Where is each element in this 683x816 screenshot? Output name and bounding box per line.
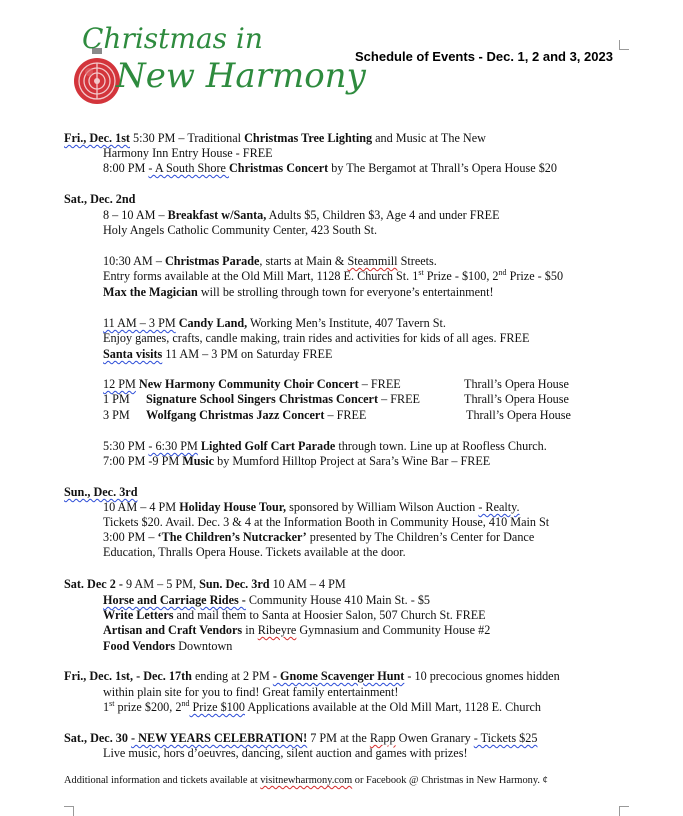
write-letters-text: and mail them to Santa at Hoosier Salon, 507 Church St. FREE [173, 608, 486, 622]
gnome-text: ending at 2 PM [191, 669, 273, 683]
candy-land-title: Candy Land, [175, 316, 248, 330]
concert-price: – FREE [358, 377, 401, 391]
concert-row-3 [103, 408, 130, 422]
breakfast-time: 8 – 10 AM – [103, 208, 168, 222]
fri-time: 5:30 PM – Traditional [130, 131, 245, 145]
food-vendors-title: Food Vendors [103, 639, 176, 653]
concert-price: – FREE [378, 392, 420, 406]
fri-concert-time: 8:00 PM [103, 161, 149, 175]
footer-text: Additional information and tickets available at [64, 775, 261, 786]
concert-price: – FREE [324, 408, 367, 422]
golf-cart-line [103, 439, 547, 453]
parade-text: Streets. [397, 254, 437, 268]
vendors-text: Gymnasium and Community House #2 [296, 623, 491, 637]
write-letters-line [103, 608, 486, 622]
carriage-rides-title: Horse and Carriage Rides - [103, 593, 246, 607]
concert-row-2 [103, 392, 130, 406]
vendors-text: Ribeyre [257, 623, 297, 637]
weekend-date: Sun. Dec. 3rd [199, 577, 270, 591]
logo-line-1: Christmas in [82, 22, 263, 55]
carriage-rides-text: Community House 410 Main St. - $5 [245, 593, 431, 607]
weekend-time: 9 AM – 5 PM, [122, 577, 200, 591]
nye-line-1 [64, 731, 537, 745]
sun-date: Sun., Dec. 3rd [64, 485, 138, 499]
crop-mark [619, 806, 629, 816]
nye-text: 7 PM at the [307, 731, 370, 745]
crop-mark [619, 40, 629, 50]
gnome-line-3 [103, 700, 541, 714]
candy-land-text: Working Men’s Institute, 407 Tavern St. [247, 316, 446, 330]
christmas-in-new-harmony-logo [72, 22, 366, 112]
gnome-date: Fri., Dec. 1st, - Dec. 17th [64, 669, 192, 683]
logo-line-2: New Harmony [116, 56, 366, 96]
parade-text: , starts at Main & [259, 254, 348, 268]
golf-cart-text: through town. Line up at Roofless Church. [335, 439, 547, 453]
crop-mark [64, 806, 74, 816]
music-text: by Mumford Hilltop Project at Sara’s Wine Bar – FREE [214, 454, 491, 468]
candy-land-line-1 [103, 316, 446, 330]
weekend-time: 10 AM – 4 PM [269, 577, 346, 591]
house-tour-line-1 [103, 500, 520, 514]
gnome-text: Prize $100 [189, 700, 245, 714]
ordinal-suffix: nd [181, 698, 190, 708]
nutcracker-title: ‘The Children’s Nutcracker’ [157, 530, 307, 544]
concert-venue: Thrall’s Opera House [464, 392, 569, 406]
music-line [103, 454, 490, 468]
concert-row-1 [103, 377, 401, 391]
house-tour-time: 10 AM – 4 PM [103, 500, 180, 514]
vendors-title: Artisan and Craft Vendors [103, 623, 243, 637]
house-tour-text: - Realty. [478, 500, 520, 514]
candy-land-time: 11 AM – 3 PM [103, 316, 176, 330]
concert-time: 1 PM [103, 392, 130, 406]
house-tour-text: sponsored by William Wilson Auction [286, 500, 479, 514]
christmas-concert-title: Christmas Concert [228, 161, 329, 175]
carriage-rides-line [103, 593, 430, 607]
breakfast-line-1 [103, 208, 500, 222]
write-letters-title: Write Letters [103, 608, 174, 622]
choir-concert-title: New Harmony Community Choir Concert [135, 377, 359, 391]
gnome-text: - 10 precocious gnomes hidden [404, 669, 560, 683]
gnome-hunt-title: - Gnome Scavenger Hunt [272, 669, 405, 683]
concert-row-3-title [146, 408, 366, 422]
parade-time: 10:30 AM – [103, 254, 165, 268]
parade-title: Christmas Parade [164, 254, 260, 268]
nutcracker-time: 3:00 PM – [103, 530, 158, 544]
parade-line-2 [103, 269, 563, 283]
nutcracker-text: presented by The Children’s Center for Dance [306, 530, 535, 544]
music-time: 7:00 PM -9 PM [103, 454, 183, 468]
jazz-concert-title: Wolfgang Christmas Jazz Concert [146, 408, 325, 422]
house-tour-line-2: Tickets $20. Avail. Dec. 3 & 4 at the Information Booth in Community House, 410 Main St [103, 515, 550, 529]
footer-note [64, 774, 548, 788]
concert-time: 3 PM [103, 408, 130, 422]
paragraph-mark: ¢ [542, 775, 548, 786]
signature-singers-title: Signature School Singers Christmas Concert [146, 392, 379, 406]
weekend-dates-line [64, 577, 346, 591]
nye-date: Sat., Dec. 30 [64, 731, 132, 745]
parade-line-1 [103, 254, 437, 268]
ordinal-suffix: st [418, 267, 424, 277]
footer-text: or Facebook @ Christmas in New Harmony. [352, 775, 543, 786]
nutcracker-line-1 [103, 530, 534, 544]
concert-venue: Thrall’s Opera House [464, 377, 569, 391]
concert-row-2-title [146, 392, 420, 406]
food-vendors-text: Downtown [175, 639, 233, 653]
candy-land-line-2: Enjoy games, crafts, candle making, train rides and activities for kids of all ages. FREE [103, 331, 530, 345]
sat-date: Sat., Dec. 2nd [64, 192, 136, 206]
fri-date: Fri., Dec. 1st [64, 131, 130, 145]
parade-text: Entry forms available at the Old Mill Mart, 1128 E. Church St. 1 [103, 269, 419, 283]
golf-cart-time: 5:30 PM [103, 439, 149, 453]
gnome-text: prize $200, 2 [114, 700, 182, 714]
fri-text: - A South Shore [148, 161, 229, 175]
concert-time: 12 PM [103, 377, 136, 391]
vendors-text: in [242, 623, 258, 637]
fri-line-1 [64, 131, 486, 145]
gnome-text: Applications available at the Old Mill Mart, 1128 E. Church [244, 700, 542, 714]
santa-visits-text: 11 AM – 3 PM on Saturday FREE [162, 347, 333, 361]
concert-venue: Thrall’s Opera House [466, 408, 571, 422]
ordinal-suffix: st [109, 698, 115, 708]
gnome-line-2: within plain site for you to find! Great family entertainment! [103, 685, 399, 699]
magician-title: Max the Magician [103, 285, 198, 299]
fri-text: by The Bergamot at Thrall’s Opera House $20 [328, 161, 557, 175]
vendors-line [103, 623, 490, 637]
nye-text: - Tickets $25 [473, 731, 538, 745]
santa-visits-line [103, 347, 332, 361]
magician-line [103, 285, 494, 299]
website-link[interactable]: visitnewharmony.com [260, 775, 353, 786]
ordinal-suffix: nd [498, 267, 507, 277]
parade-text: Prize - $100, 2 [423, 269, 499, 283]
tree-lighting-title: Christmas Tree Lighting [244, 131, 373, 145]
nutcracker-line-2: Education, Thralls Opera House. Tickets available at the door. [103, 545, 406, 559]
food-vendors-line [103, 639, 232, 653]
golf-cart-title: Lighted Golf Cart Parade [197, 439, 336, 453]
music-title: Music [182, 454, 215, 468]
fri-line-2: Harmony Inn Entry House - FREE [103, 146, 273, 160]
nye-text: Rapp [369, 731, 396, 745]
golf-cart-time: - 6:30 PM [148, 439, 198, 453]
breakfast-line-2: Holy Angels Catholic Community Center, 423 South St. [103, 223, 378, 237]
ornament-icon [72, 48, 122, 108]
weekend-date: Sat. Dec 2 - [64, 577, 123, 591]
parade-text: Prize - $50 [506, 269, 564, 283]
magician-text: will be strolling through town for everyone’s entertainment! [197, 285, 494, 299]
fri-text: and Music at The New [372, 131, 486, 145]
santa-visits-title: Santa visits [103, 347, 163, 361]
schedule-title: Schedule of Events - Dec. 1, 2 and 3, 2023 [355, 49, 613, 64]
gnome-line-1 [64, 669, 560, 683]
nye-line-2: Live music, hors d’oeuvres, dancing, silent auction and games with prizes! [103, 746, 468, 760]
gnome-text: 1 [103, 700, 110, 714]
fri-line-3 [103, 161, 557, 175]
parade-text: Steammill [347, 254, 398, 268]
house-tour-title: Holiday House Tour, [179, 500, 287, 514]
breakfast-text: Adults $5, Children $3, Age 4 and under FREE [266, 208, 500, 222]
nye-title: - NEW YEARS CELEBRATION! [131, 731, 308, 745]
nye-text: Owen Granary [395, 731, 474, 745]
breakfast-title: Breakfast w/Santa, [167, 208, 267, 222]
